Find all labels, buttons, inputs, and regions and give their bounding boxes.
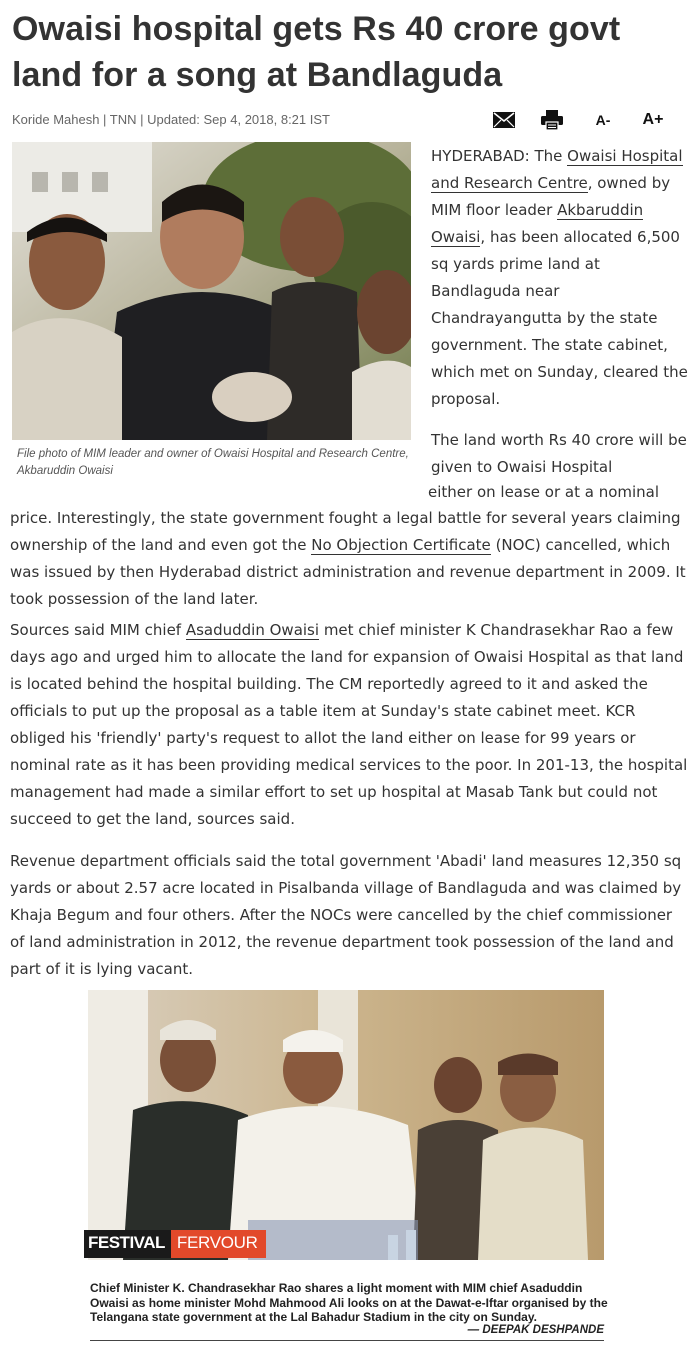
body-paragraph [431, 143, 693, 413]
link-akbaruddin-owaisi[interactable]: Akbaruddin Owaisi [431, 201, 644, 246]
email-share-button[interactable] [492, 108, 516, 132]
font-decrease-button[interactable]: A- [595, 112, 611, 128]
body-text: , owned by MIM floor leader [431, 174, 671, 219]
link-asaduddin-owaisi[interactable]: Asaduddin Owaisi [185, 621, 320, 639]
print-button[interactable] [540, 108, 564, 132]
newspaper-photo-image [88, 990, 604, 1260]
printer-icon [541, 109, 563, 131]
badge-fervour: FERVOUR [171, 1230, 266, 1258]
body-paragraph: The land worth Rs 40 crore will be given to Owaisi Hospital [431, 431, 687, 476]
badge-festival: FESTIVAL [84, 1230, 171, 1258]
body-text: Sources said MIM chief [10, 621, 186, 639]
article-photo [12, 142, 411, 440]
body-text: price. Interestingly, the state government fought a legal battle for several years claiming ownership of the land and even got the [10, 509, 681, 554]
article-byline: Koride Mahesh | TNN | Updated: Sep 4, 2018, 8:21 IST [12, 112, 330, 127]
article-photo-image [12, 142, 411, 440]
photo-credit: — DEEPAK DESHPANDE [467, 1324, 604, 1336]
body-text: met chief minister K Chandrasekhar Rao a few days ago and urged him to allocate the land for expansion of Owaisi Hospital as that land is located behind the hospital building. The CM reportedly agreed to it and asked the officials to put up the proposal as a table item at Sunday's state cabinet meet. KCR obliged his 'friendly' party's request to allot the land either on lease for 99 years or nominal rate as it has been providing medical services to the poor. In 201-13, the hospital management had made a similar effort to set up hospital at Masab Tank but could not succeed to get the land, sources said. [10, 621, 688, 828]
dateline-text: HYDERABAD: The [431, 147, 568, 165]
newspaper-photo-caption: Chief Minister K. Chandrasekhar Rao shares a light moment with MIM chief Asaduddin Owaisi as home minister Mohd Mahmood Ali looks on at the Dawat-e-Iftar organised by the Telangana state government at the Lal Bahadur Stadium in the city on Sunday. [90, 1281, 608, 1324]
body-paragraph [10, 617, 690, 833]
newspaper-photo [88, 990, 604, 1260]
body-paragraph [10, 505, 690, 613]
article-headline: Owaisi hospital gets Rs 40 crore govt land for a song at Bandlaguda [12, 10, 621, 94]
link-noc[interactable]: No Objection Certificate [311, 536, 491, 554]
envelope-icon [493, 112, 515, 128]
body-paragraph-first-line: either on lease or at a nominal [428, 483, 660, 501]
body-text: , has been allocated 6,500 sq yards prime land at Bandlaguda near Chandrayangutta by the state government. The state cabinet, which met on Sunday, cleared the proposal. [431, 228, 688, 408]
caption-divider [90, 1340, 604, 1341]
body-paragraph: Revenue department officials said the total government 'Abadi' land measures 12,350 sq yards or about 2.57 acre located in Pisalbanda village of Bandlaguda and was claimed by Khaja Begum and four others. After the NOCs were cancelled by the chief commissioner of land administration in 2012, the revenue department took possession of the land and part of it is lying vacant. [10, 852, 682, 978]
link-owaisi-hospital[interactable]: Owaisi Hospital and Research Centre [431, 147, 683, 192]
article-tools [490, 108, 690, 132]
photo-caption: File photo of MIM leader and owner of Owaisi Hospital and Research Centre, Akbaruddin Owaisi [17, 448, 409, 477]
font-increase-button[interactable]: A+ [642, 111, 664, 128]
photo-badge [84, 1230, 266, 1258]
body-text: (NOC) cancelled, which was issued by then Hyderabad district administration and revenue department in 2009. It took possession of the land later. [10, 536, 686, 608]
